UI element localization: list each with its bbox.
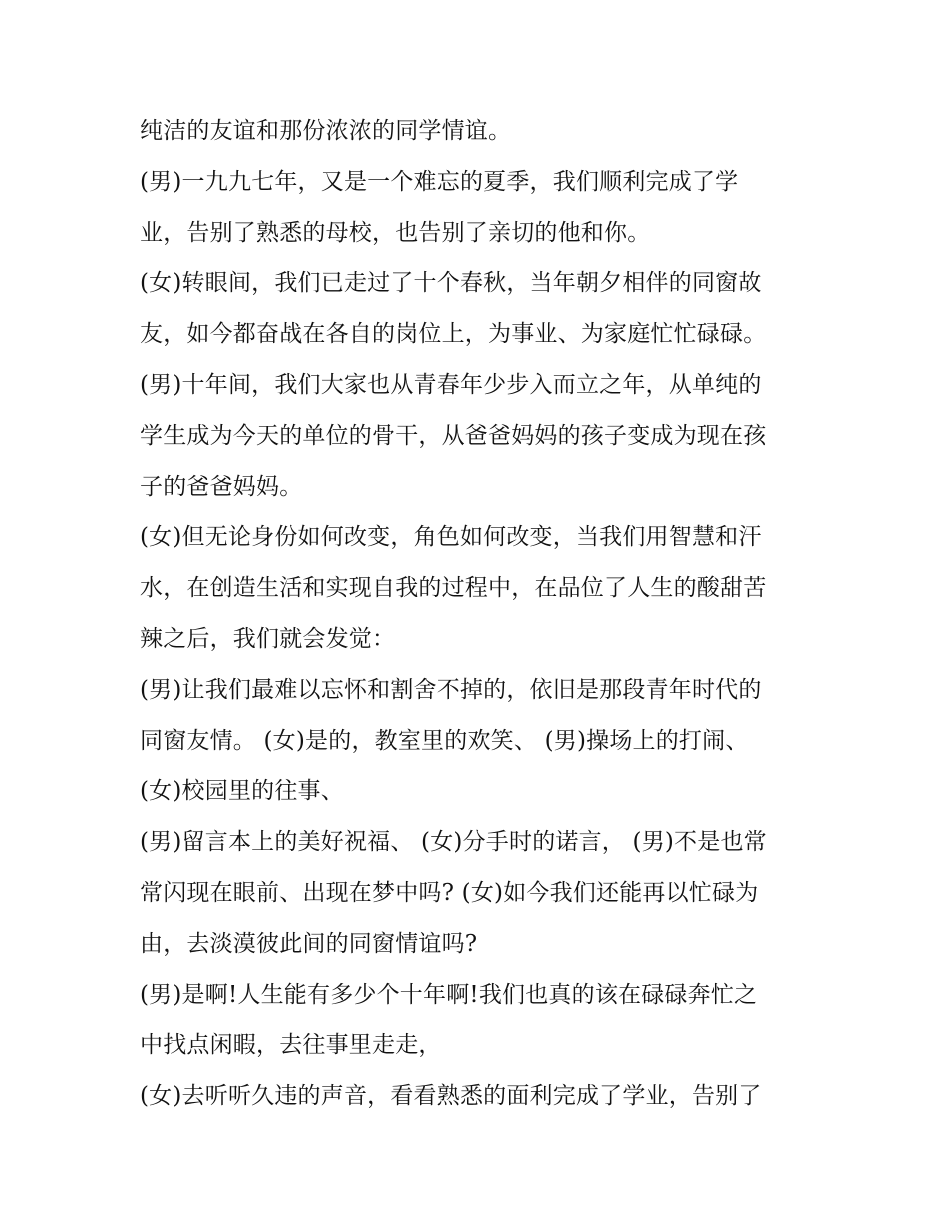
text-line: 由，去淡漠彼此间的同窗情谊吗? [140, 930, 478, 957]
text-line: 学生成为今天的单位的骨干，从爸爸妈妈的孩子变成为现在孩 [140, 422, 767, 449]
text-line: 纯洁的友谊和那份浓浓的同学情谊。 [140, 118, 512, 144]
text-line: (男)十年间，我们大家也从青春年少步入而立之年，从单纯的 [140, 371, 762, 398]
text-line: (男)让我们最难以忘怀和割舍不掉的，依旧是那段青年时代的 [140, 676, 762, 703]
text-line: 友，如今都奋战在各自的岗位上，为事业、为家庭忙忙碌碌。 [140, 321, 767, 348]
text-line: 辣之后，我们就会发觉： [140, 625, 396, 652]
text-line: 子的爸爸妈妈。 [140, 473, 303, 500]
text-line: 同窗友情。 (女)是的，教室里的欢笑、 (男)操场上的打闹、 [140, 727, 749, 754]
text-line: (男)留言本上的美好祝福、 (女)分手时的诺言， (男)不是也常 [140, 829, 767, 856]
text-line: 常闪现在眼前、出现在梦中吗? (女)如今我们还能再以忙碌为 [140, 879, 759, 906]
text-line: 中找点闲暇，去往事里走走， [140, 1032, 442, 1059]
text-line: (女)但无论身份如何改变，角色如何改变，当我们用智慧和汗 [140, 524, 762, 551]
text-line: (女)去听听久违的声音，看看熟悉的面利完成了学业，告别了 [140, 1083, 762, 1110]
text-line: 业，告别了熟悉的母校，也告别了亲切的他和你。 [140, 219, 651, 246]
text-line: (女)校园里的往事、 [140, 778, 344, 805]
text-line: (男)是啊!人生能有多少个十年啊!我们也真的该在碌碌奔忙之 [140, 981, 758, 1008]
document-body [140, 106, 820, 1122]
text-line: 水，在创造生活和实现自我的过程中，在品位了人生的酸甜苦 [140, 575, 767, 602]
text-line: (女)转眼间，我们已走过了十个春秋，当年朝夕相伴的同窗故 [140, 270, 762, 297]
text-line: (男)一九九七年，又是一个难忘的夏季，我们顺利完成了学 [140, 168, 739, 195]
